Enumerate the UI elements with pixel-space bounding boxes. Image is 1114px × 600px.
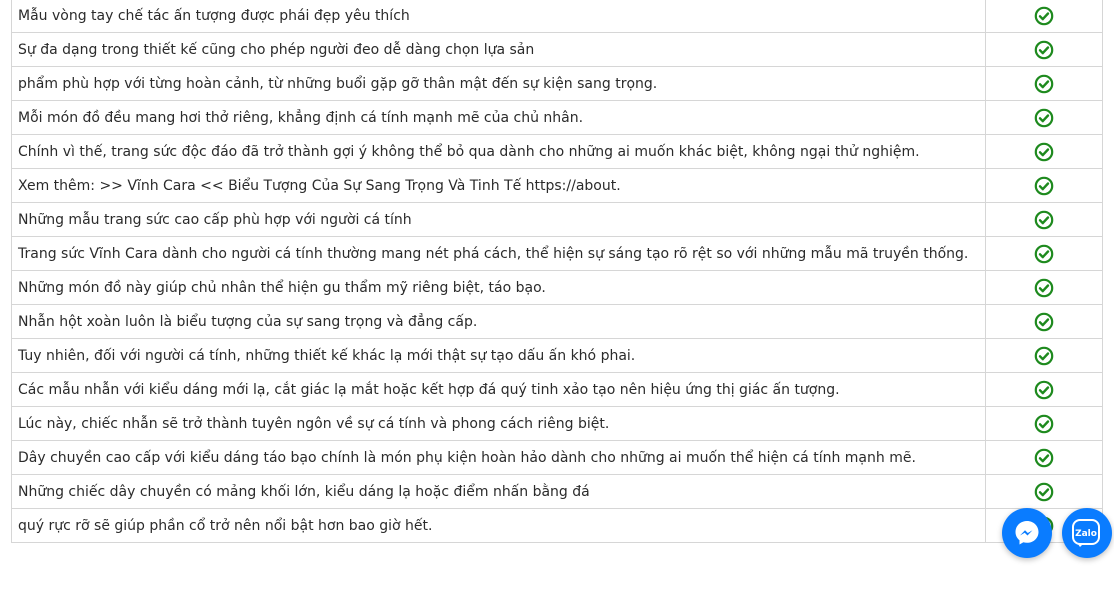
check-circle-icon <box>1034 244 1054 264</box>
table-row <box>12 475 1103 509</box>
row-text: Sự đa dạng trong thiết kế cũng cho phép người đeo dễ dàng chọn lựa sản <box>12 33 986 67</box>
row-check-cell <box>986 203 1103 237</box>
feature-table-body <box>12 0 1103 543</box>
row-text: quý rực rỡ sẽ giúp phần cổ trở nên nổi bật hơn bao giờ hết. <box>12 509 986 543</box>
row-check-cell <box>986 271 1103 305</box>
check-circle-icon <box>1034 210 1054 230</box>
table-row <box>12 67 1103 101</box>
row-check-cell <box>986 237 1103 271</box>
row-text: Những món đồ này giúp chủ nhân thể hiện gu thẩm mỹ riêng biệt, táo bạo. <box>12 271 986 305</box>
row-text: Tuy nhiên, đối với người cá tính, những thiết kế khác lạ mới thật sự tạo dấu ấn khó phai. <box>12 339 986 373</box>
check-circle-icon <box>1034 6 1054 26</box>
table-row <box>12 169 1103 203</box>
table-row <box>12 305 1103 339</box>
row-text: Nhẫn hột xoàn luôn là biểu tượng của sự sang trọng và đẳng cấp. <box>12 305 986 339</box>
row-text: Trang sức Vĩnh Cara dành cho người cá tính thường mang nét phá cách, thể hiện sự sáng tạo rõ rệt so với những mẫu mã truyền thống. <box>12 237 986 271</box>
row-text: Chính vì thế, trang sức độc đáo đã trở thành gợi ý không thể bỏ qua dành cho những ai muốn khác biệt, không ngại thử nghiệm. <box>12 135 986 169</box>
table-row <box>12 203 1103 237</box>
row-check-cell <box>986 101 1103 135</box>
check-circle-icon <box>1034 448 1054 468</box>
row-check-cell <box>986 169 1103 203</box>
table-row <box>12 0 1103 33</box>
row-check-cell <box>986 67 1103 101</box>
row-check-cell <box>986 0 1103 33</box>
row-check-cell <box>986 339 1103 373</box>
row-text: Dây chuyền cao cấp với kiểu dáng táo bạo chính là món phụ kiện hoàn hảo dành cho những ai muốn thể hiện cá tính mạnh mẽ. <box>12 441 986 475</box>
table-row <box>12 271 1103 305</box>
check-circle-icon <box>1034 482 1054 502</box>
check-circle-icon <box>1034 142 1054 162</box>
row-check-cell <box>986 305 1103 339</box>
check-circle-icon <box>1034 278 1054 298</box>
zalo-label: Zalo <box>1075 529 1097 539</box>
table-row <box>12 509 1103 543</box>
zalo-chat-button[interactable] <box>1062 508 1112 558</box>
row-text: Mỗi món đồ đều mang hơi thở riêng, khẳng định cá tính mạnh mẽ của chủ nhân. <box>12 101 986 135</box>
messenger-chat-button[interactable] <box>1002 508 1052 558</box>
table-row <box>12 441 1103 475</box>
check-circle-icon <box>1034 74 1054 94</box>
check-circle-icon <box>1034 176 1054 196</box>
table-row <box>12 101 1103 135</box>
row-check-cell <box>986 475 1103 509</box>
check-circle-icon <box>1034 312 1054 332</box>
row-check-cell <box>986 33 1103 67</box>
row-check-cell <box>986 373 1103 407</box>
row-check-cell <box>986 135 1103 169</box>
row-text: Những chiếc dây chuyền có mảng khối lớn, kiểu dáng lạ hoặc điểm nhấn bằng đá <box>12 475 986 509</box>
feature-table <box>11 0 1103 543</box>
check-circle-icon <box>1034 40 1054 60</box>
messenger-icon <box>1012 518 1042 548</box>
table-row <box>12 135 1103 169</box>
row-text: Mẫu vòng tay chế tác ấn tượng được phái đẹp yêu thích <box>12 0 986 33</box>
check-circle-icon <box>1034 346 1054 366</box>
table-row <box>12 339 1103 373</box>
row-text: phẩm phù hợp với từng hoàn cảnh, từ những buổi gặp gỡ thân mật đến sự kiện sang trọng. <box>12 67 986 101</box>
check-circle-icon <box>1034 414 1054 434</box>
row-text: Những mẫu trang sức cao cấp phù hợp với người cá tính <box>12 203 986 237</box>
check-circle-icon <box>1034 108 1054 128</box>
check-circle-icon <box>1034 380 1054 400</box>
row-check-cell <box>986 407 1103 441</box>
table-row <box>12 33 1103 67</box>
table-row <box>12 373 1103 407</box>
row-text: Các mẫu nhẫn với kiểu dáng mới lạ, cắt giác lạ mắt hoặc kết hợp đá quý tinh xảo tạo nên hiệu ứng thị giác ấn tượng. <box>12 373 986 407</box>
row-text: Lúc này, chiếc nhẫn sẽ trở thành tuyên ngôn về sự cá tính và phong cách riêng biệt. <box>12 407 986 441</box>
table-row <box>12 407 1103 441</box>
table-row <box>12 237 1103 271</box>
row-text: Xem thêm: >> Vĩnh Cara << Biểu Tượng Của Sự Sang Trọng Và Tinh Tế https://about. <box>12 169 986 203</box>
zalo-icon <box>1070 516 1104 550</box>
row-check-cell <box>986 441 1103 475</box>
